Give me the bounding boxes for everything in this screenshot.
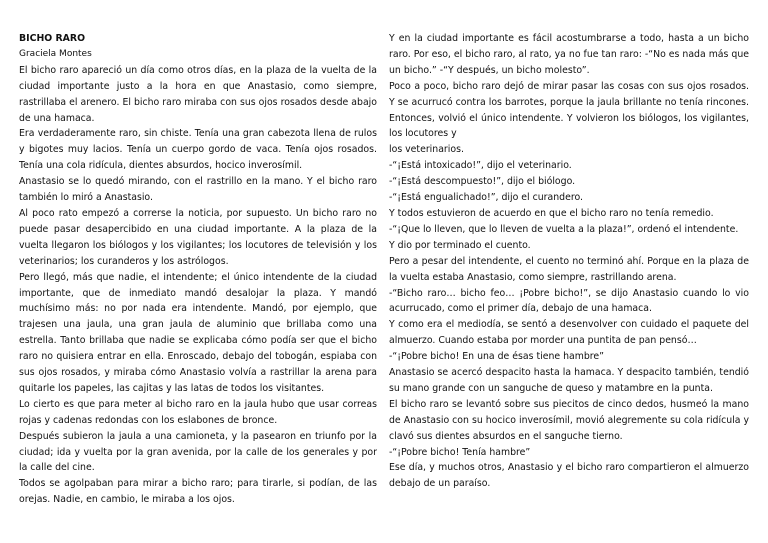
left-paragraph: Al poco rato empezó a correrse la noticia, por supuesto. Un bicho raro no puede pasar desapercibido en una ciudad importante. A la plaza de la vuelta llegaron los biólogos y los vigilantes; los locutores de televisión y los veterinarios; los curanderos y los astrólogos. [19,207,377,267]
right-paragraph: Anastasio se acercó despacito hasta la hamaca. Y despacito también, tendió su mano grande con un sanguche de queso y matambre en la punta. [389,367,749,394]
right-column [389,31,749,492]
right-paragraph: -“¡Pobre bicho! Tenía hambre” [389,446,531,458]
right-paragraph: Y todos estuvieron de acuerdo en que el bicho raro no tenía remedio. [389,207,714,219]
right-paragraph: -“¡Está descompuesto!”, dijo el biólogo. [389,176,576,188]
right-paragraph: los veterinarios. [389,144,464,156]
right-paragraph: Pero a pesar del intendente, el cuento no terminó ahí. Porque en la plaza de la vuelta estaba Anastasio, como siempre, rastrillando arena. [389,255,749,283]
right-paragraph: Y dio por terminado el cuento. [389,239,531,251]
left-paragraph: El bicho raro apareció un día como otros días, en la plaza de la vuelta de la ciudad importante justo a la hora en que Anastasio, como siempre, rastrillaba el arenero. El bicho raro miraba con sus ojos rosados desde abajo de una hamaca. [19,64,377,124]
left-paragraph: Era verdaderamente raro, sin chiste. Tenía una gran cabezota llena de rulos y bigotes muy lacios. Tenía un cuerpo gordo de vaca. Tenía ojos rosados. Tenía una cola ridícula, dientes absurdos, hocico inverosímil. [19,128,377,172]
right-paragraph: -“¡Está intoxicado!”, dijo el veterinario. [389,160,572,172]
left-paragraph: Anastasio se lo quedó mirando, con el rastrillo en la mano. Y el bicho raro también lo miró a Anastasio. [19,176,377,204]
right-paragraph: Poco a poco, bicho raro dejó de mirar pasar las cosas con sus ojos rosados. Y se acurrucó contra los barrotes, porque la jaula brillante no tenía rincones. Entonces, volvió el único intendente. Y volvieron los biólogos, los vigilantes, los locutores y [389,80,749,140]
right-paragraph: -“Bicho raro… bicho feo… ¡Pobre bicho!”, se dijo Anastasio cuando lo vio acurrucado, como el primer día, debajo de una hamaca. [389,287,749,315]
story-author: Graciela Montes [19,48,92,59]
left-paragraph: Después subieron la jaula a una camioneta, y la pasearon en triunfo por la ciudad; ida y vuelta por la gran avenida, por la calle de los generales y por la calle del cine. [19,430,377,474]
left-paragraph: Lo cierto es que para meter al bicho raro en la jaula hubo que usar correas rojas y cadenas redondas con los eslabones de bronce. [19,398,377,426]
left-paragraph: Todos se agolpaban para mirar a bicho raro; para tirarle, si podían, de las orejas. Nadie, en cambio, le miraba a los ojos. [19,478,377,506]
left-column [19,31,377,508]
right-paragraph: -“¡Está engualichado!”, dijo el curandero. [389,192,584,204]
right-paragraph: Y como era el mediodía, se sentó a desenvolver con cuidado el paquete del almuerzo. Cuando estaba por morder una puntita de pan pensó… [389,319,749,347]
right-paragraph: Ese día, y muchos otros, Anastasio y el bicho raro compartieron el almuerzo debajo de un paraíso. [389,462,749,490]
story-title: BICHO RARO [19,33,86,44]
right-paragraph: -“¡Pobre bicho! En una de ésas tiene hambre” [389,351,605,363]
left-paragraph: Pero llegó, más que nadie, el intendente; el único intendente de la ciudad importante, que de inmediato mandó desalojar la plaza. Y mandó muchísimo más: no por nada era intendente. Mandó, por ejemplo, que trajesen una jaula, una gran jaula de aluminio que brillaba como una estrella. Tanto brillaba que nadie se explicaba cómo podía ser que el bicho raro no quisiera entrar en ella. Enroscado, debajo del tobogán, espiaba con sus ojos rosados, y miraba cómo Anastasio volvía a rastrillar la arena para quitarle los papeles, las cajitas y las latas de todos los visitantes. [19,271,377,394]
right-paragraph: Y en la ciudad importante es fácil acostumbrarse a todo, hasta a un bicho raro. Por eso, el bicho raro, al rato, ya no fue tan raro: -“No es nada más que un bicho.” -“Y después, un bicho molesto”. [389,33,749,76]
right-paragraph: -“¡Que lo lleven, que lo lleven de vuelta a la plaza!”, ordenó el intendente. [389,223,739,235]
right-paragraph: El bicho raro se levantó sobre sus piecitos de cinco dedos, husmeó la mano de Anastasio con su hocico inverosímil, movió alegremente su cola ridícula y clavó sus dientes absurdos en el sanguche tierno. [389,398,749,442]
